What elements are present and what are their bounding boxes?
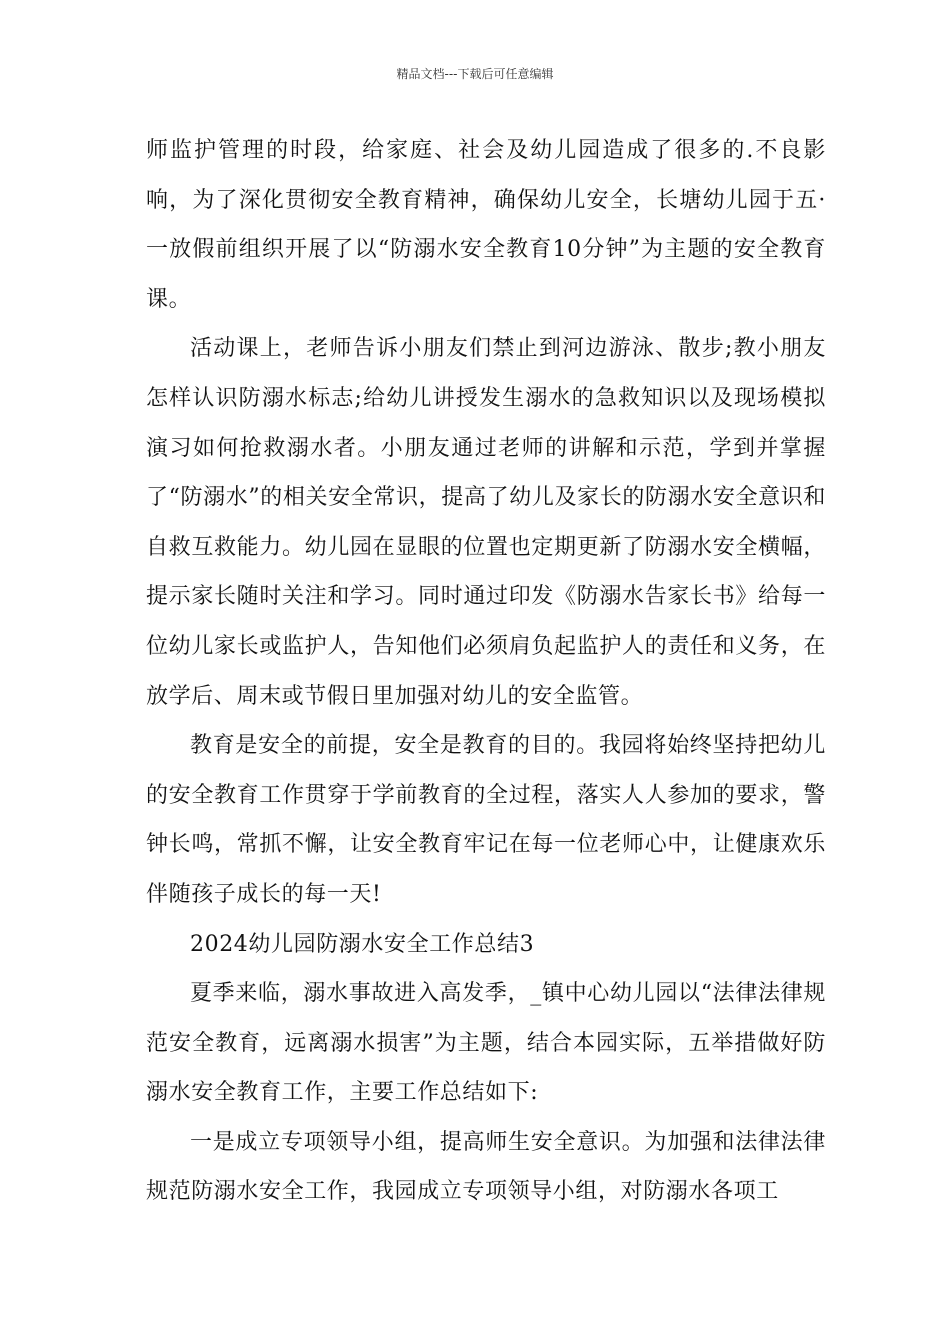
paragraph-intro: 夏季来临，溺水事故进入高发季，_镇中心幼儿园以“法律法律规范安全教育，远离溺水损害”为主题，结合本园实际，五举措做好防溺水安全教育工作，主要工作总结如下: <box>146 981 826 1106</box>
paragraph-continuation: 师监护管理的时段，给家庭、社会及幼儿园造成了很多的.不良影响，为了深化贯彻安全教育精神，确保幼儿安全，长塘幼儿园于五·一放假前组织开展了以“防溺水安全教育10分钟”为主题的安全教育课。 <box>146 138 826 312</box>
paragraph-point-one: 一是成立专项领导小组，提高师生安全意识。为加强和法律法律规范防溺水安全工作，我园成立专项领导小组，对防溺水各项工 <box>146 1129 826 1205</box>
page-header: 精品文档---下载后可任意编辑 <box>396 67 554 81</box>
paragraph-conclusion: 教育是安全的前提，安全是教育的目的。我园将始终坚持把幼儿的安全教育工作贯穿于学前教育的全过程，落实人人参加的要求，警钟长鸣，常抓不懈，让安全教育牢记在每一位老师心中，让健康欢乐伴随孩子成长的每一天! <box>146 733 826 907</box>
document-body <box>146 126 826 1217</box>
paragraph-activity: 活动课上，老师告诉小朋友们禁止到河边游泳、散步;教小朋友怎样认识防溺水标志;给幼儿讲授发生溺水的急救知识以及现场模拟演习如何抢救溺水者。小朋友通过老师的讲解和示范，学到并掌握了“防溺水”的相关安全常识，提高了幼儿及家长的防溺水安全意识和自救互救能力。幼儿园在显眼的位置也定期更新了防溺水安全横幅，提示家长随时关注和学习。同时通过印发《防溺水告家长书》给每一位幼儿家长或监护人，告知他们必须肩负起监护人的责任和义务，在放学后、周末或节假日里加强对幼儿的安全监管。 <box>146 336 826 709</box>
section-heading: 2024幼儿园防溺水安全工作总结3 <box>190 931 535 957</box>
